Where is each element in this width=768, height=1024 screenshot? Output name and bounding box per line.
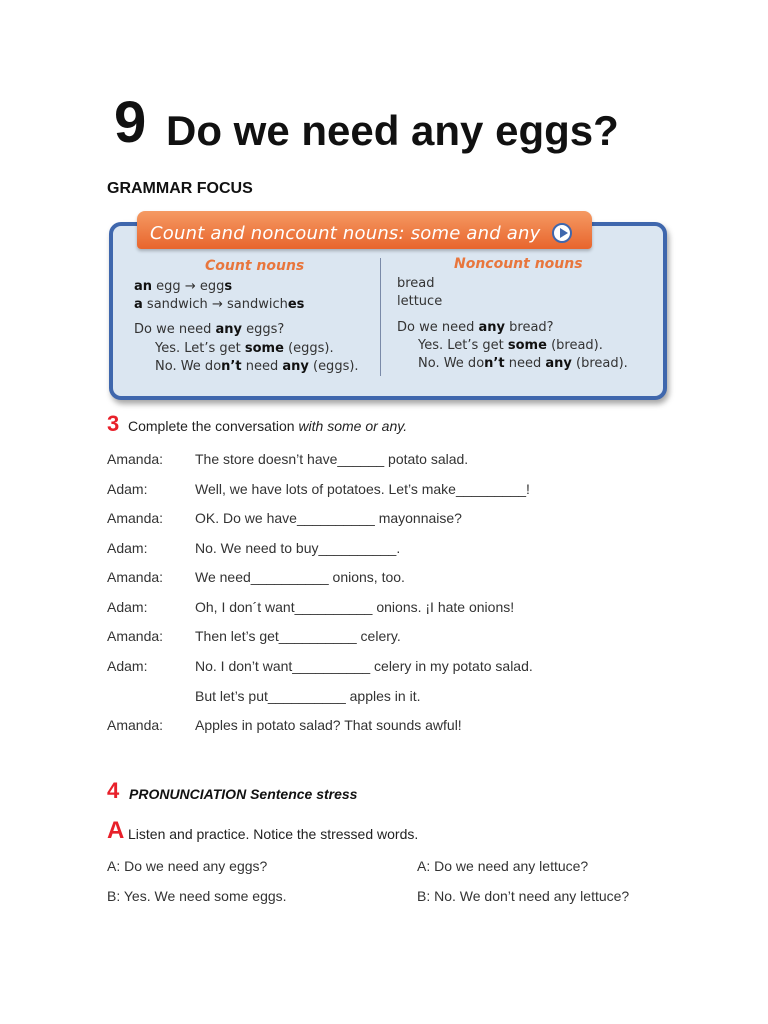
exercise-3-number: 3 xyxy=(107,411,120,436)
part-a-letter: A xyxy=(107,817,125,844)
line-text: Then let’s get__________ celery. xyxy=(195,628,401,644)
line-text: No. I don’t want__________ celery in my potato salad. xyxy=(195,658,533,674)
line-speaker: Adam: xyxy=(107,540,148,556)
line-text: We need__________ onions, too. xyxy=(195,569,405,585)
exercise-4-number: 4 xyxy=(107,778,120,803)
count-answer-yes: Yes. Let’s get some (eggs). xyxy=(155,341,334,356)
count-example-sandwich: a sandwich → sandwiches xyxy=(134,297,305,312)
grammar-banner-title: Count and noncount nouns: some and any xyxy=(150,223,541,244)
noncount-nouns-heading: Noncount nouns xyxy=(454,256,583,272)
line-speaker: Adam: xyxy=(107,658,148,674)
unit-number: 9 xyxy=(114,90,147,155)
noncount-word-bread: bread xyxy=(397,276,435,291)
arrow-right-icon: → xyxy=(184,279,196,294)
count-example-egg: an egg → eggs xyxy=(134,279,233,294)
exercise-4-title: PRONUNCIATION Sentence stress xyxy=(129,786,358,802)
line-text: Well, we have lots of potatoes. Let’s make_________! xyxy=(195,481,530,497)
pronunciation-line: A: Do we need any eggs? xyxy=(107,858,268,874)
line-speaker: Amanda: xyxy=(107,717,164,733)
line-speaker: Adam: xyxy=(107,599,148,615)
line-text: Oh, I don´t want__________ onions. ¡I hate onions! xyxy=(195,599,515,615)
grammar-divider xyxy=(380,258,381,376)
line-text: Apples in potato salad? That sounds awful! xyxy=(195,717,462,733)
grammar-focus-label: GRAMMAR FOCUS xyxy=(107,180,253,197)
part-a-instruction: Listen and practice. Notice the stressed words. xyxy=(128,826,419,842)
count-answer-no: No. We don’t need any (eggs). xyxy=(155,359,359,374)
noncount-question: Do we need any bread? xyxy=(397,320,554,335)
line-speaker: Amanda: xyxy=(107,628,164,644)
line-text: But let’s put__________ apples in it. xyxy=(195,688,421,704)
pronunciation-line: A: Do we need any lettuce? xyxy=(417,858,589,874)
line-speaker: Adam: xyxy=(107,481,148,497)
line-speaker: Amanda: xyxy=(107,451,164,467)
arrow-right-icon: → xyxy=(211,297,223,312)
noncount-word-lettuce: lettuce xyxy=(397,294,443,309)
count-question: Do we need any eggs? xyxy=(134,322,285,337)
line-speaker: Amanda: xyxy=(107,569,164,585)
noncount-answer-no: No. We don’t need any (bread). xyxy=(418,356,628,371)
exercise-3-instruction: Complete the conversation with some or any. xyxy=(128,418,408,434)
noncount-answer-yes: Yes. Let’s get some (bread). xyxy=(418,338,603,353)
count-nouns-heading: Count nouns xyxy=(205,258,305,274)
pronunciation-line: B: Yes. We need some eggs. xyxy=(107,888,287,904)
unit-title: Do we need any eggs? xyxy=(166,107,619,154)
audio-play-icon[interactable] xyxy=(552,223,572,243)
pronunciation-line: B: No. We don’t need any lettuce? xyxy=(417,888,630,904)
line-text: The store doesn’t have______ potato salad. xyxy=(195,451,469,467)
line-text: No. We need to buy__________. xyxy=(195,540,401,556)
line-text: OK. Do we have__________ mayonnaise? xyxy=(195,510,462,526)
line-speaker: Amanda: xyxy=(107,510,164,526)
